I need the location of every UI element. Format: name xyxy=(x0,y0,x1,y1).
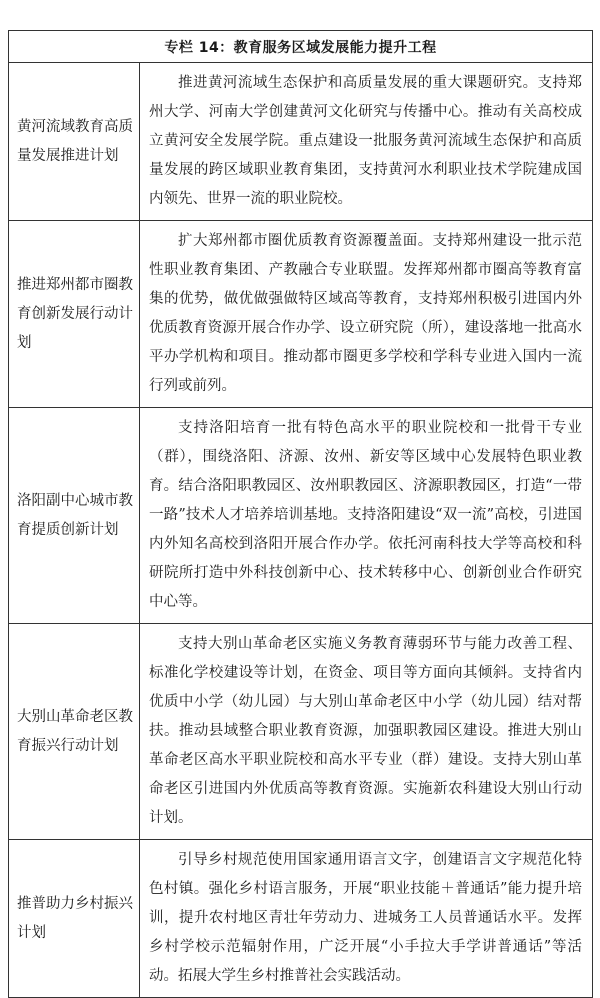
plan-name: 洛阳副中心城市教育提质创新计划 xyxy=(9,408,140,624)
plan-name: 推进郑州都市圈教育创新发展行动计划 xyxy=(9,221,140,408)
table-title: 专栏 14：教育服务区域发展能力提升工程 xyxy=(9,31,593,63)
table-row xyxy=(9,624,593,840)
plan-description: 支持大别山革命老区实施义务教育薄弱环节与能力改善工程、标准化学校建设等计划，在资金、项目等方面向其倾斜。支持省内优质中小学（幼儿园）与大别山革命老区中小学（幼儿园）结对帮扶。推动县域整合职业教育资源，加强职教园区建设。推进大别山革命老区高水平职业院校和高水平专业（群）建设。支持大别山革命老区引进国内外优质高等教育资源。实施新农科建设大别山行动计划。 xyxy=(140,624,593,840)
plan-description: 扩大郑州都市圈优质教育资源覆盖面。支持郑州建设一批示范性职业教育集团、产教融合专业联盟。发挥郑州都市圈高等教育富集的优势，做优做强做特区域高等教育，支持郑州积极引进国内外优质教育资源开展合作办学、设立研究院（所），建设落地一批高水平办学机构和项目。推动都市圈更多学校和学科专业进入国内一流行列或前列。 xyxy=(140,221,593,408)
table-row xyxy=(9,840,593,998)
plan-name: 大别山革命老区教育振兴行动计划 xyxy=(9,624,140,840)
column-table-container xyxy=(8,30,592,998)
plan-description: 支持洛阳培育一批有特色高水平的职业院校和一批骨干专业（群），围绕洛阳、济源、汝州、新安等区域中心发展特色职业教育。结合洛阳职教园区、汝州职教园区、济源职教园区，打造“一带一路”技术人才培养培训基地。支持洛阳建设“双一流”高校，引进国内外知名高校到洛阳开展合作办学。依托河南科技大学等高校和科研院所打造中外科技创新中心、技术转移中心、创新创业合作研究中心等。 xyxy=(140,408,593,624)
plan-name: 推普助力乡村振兴计划 xyxy=(9,840,140,998)
table-title-row xyxy=(9,31,593,63)
plan-description: 引导乡村规范使用国家通用语言文字，创建语言文字规范化特色村镇。强化乡村语言服务，开展“职业技能＋普通话”能力提升培训，提升农村地区青壮年劳动力、进城务工人员普通话水平。发挥乡村学校示范辐射作用，广泛开展“小手拉大手学讲普通话”等活动。拓展大学生乡村推普社会实践活动。 xyxy=(140,840,593,998)
column-table xyxy=(8,30,593,998)
table-row xyxy=(9,63,593,221)
plan-name: 黄河流域教育高质量发展推进计划 xyxy=(9,63,140,221)
table-row xyxy=(9,221,593,408)
plan-description: 推进黄河流域生态保护和高质量发展的重大课题研究。支持郑州大学、河南大学创建黄河文化研究与传播中心。推动有关高校成立黄河安全发展学院。重点建设一批服务黄河流域生态保护和高质量发展的跨区域职业教育集团，支持黄河水利职业技术学院建成国内领先、世界一流的职业院校。 xyxy=(140,63,593,221)
table-row xyxy=(9,408,593,624)
